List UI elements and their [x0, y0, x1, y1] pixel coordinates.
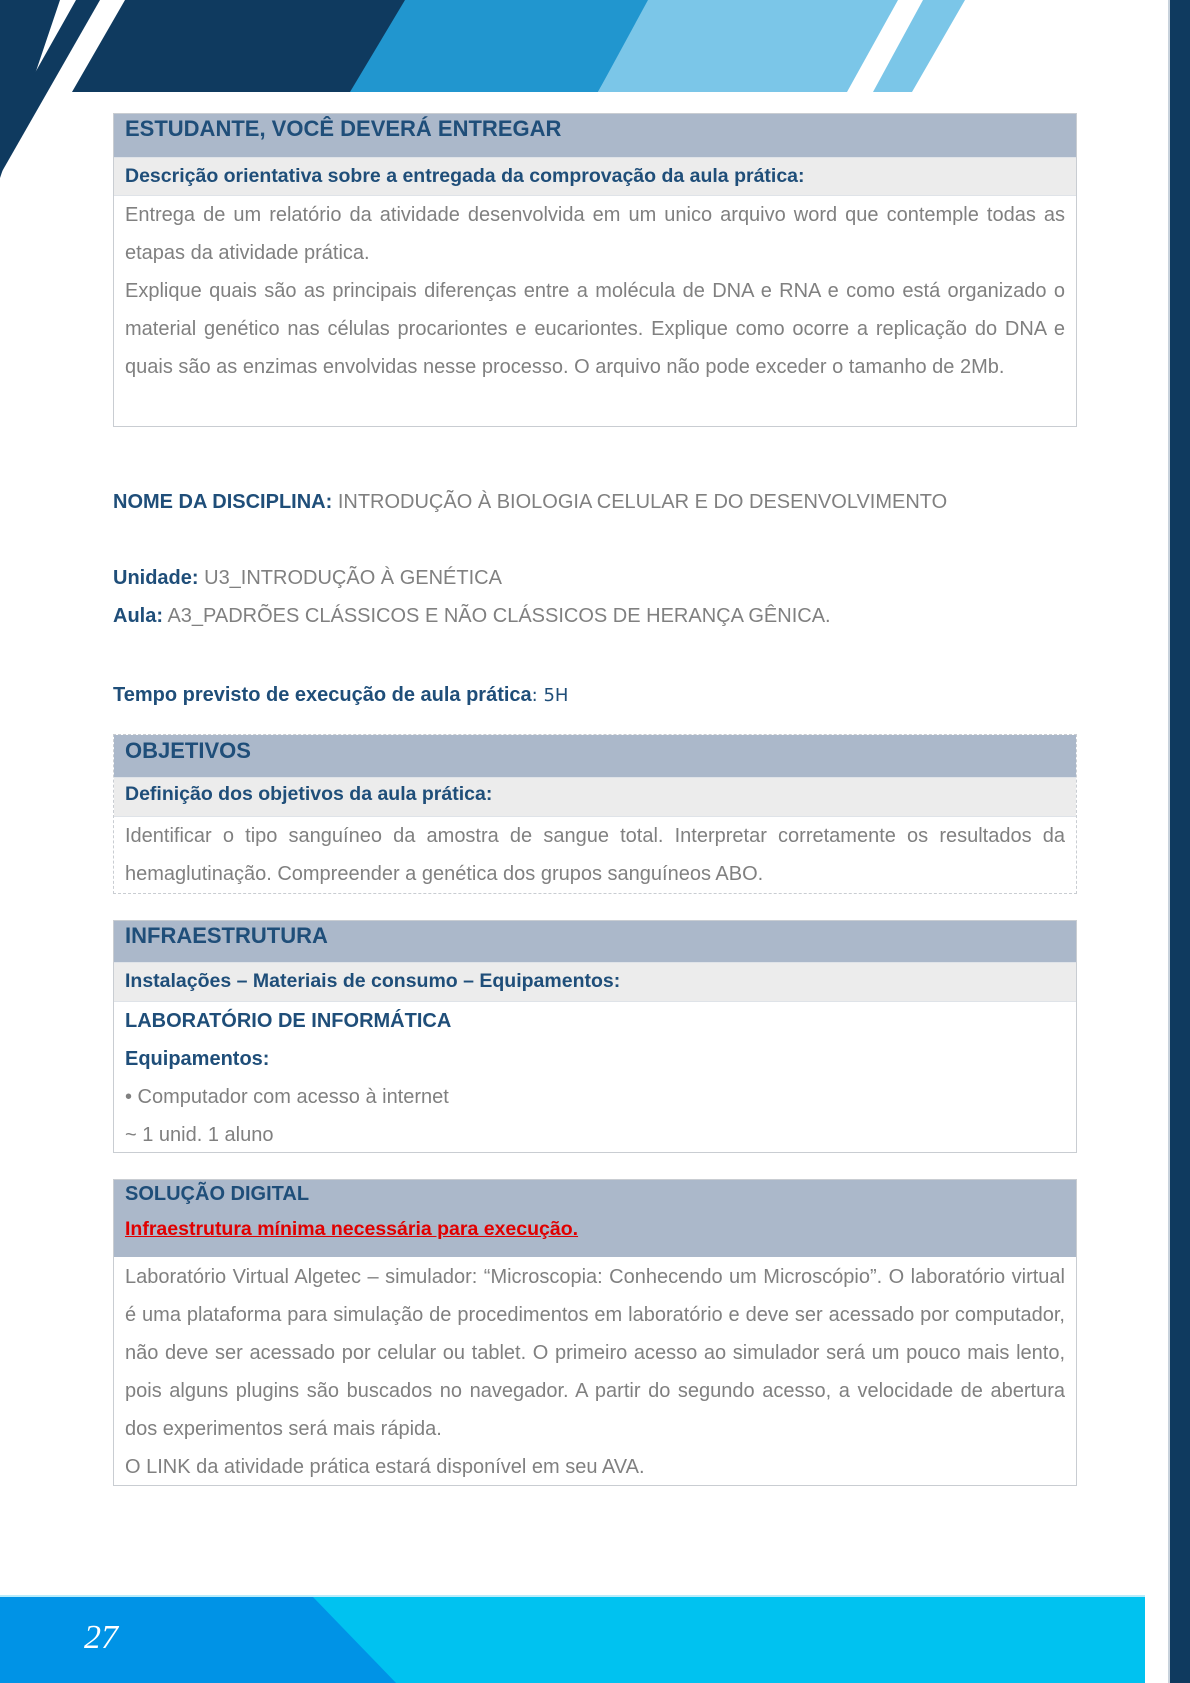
- unidade-value: U3_INTRODUÇÃO À GENÉTICA: [198, 567, 502, 589]
- entrega-paragraph: Explique quais são as principais diferenças entre a molécula de DNA e RNA e como está organizado o material genético nas células procariontes e eucariontes. Explique como ocorre a replicação do DNA e quais são as enzimas envolvidas nesse processo. O arquivo não pode exceder o tamanho de 2Mb.: [125, 280, 1065, 378]
- solucao-body: [114, 1257, 1076, 1486]
- banner-light-blue-block: [598, 0, 898, 92]
- unidade-label: Unidade:: [113, 567, 199, 589]
- entrega-body: [114, 196, 1076, 386]
- equipamento-item: • Computador com acesso à internet: [125, 1086, 449, 1108]
- infraestrutura-subtitle: Instalações – Materiais de consumo – Equipamentos:: [114, 962, 1076, 1002]
- aula-line: [113, 605, 831, 628]
- lab-name: LABORATÓRIO DE INFORMÁTICA: [125, 1010, 452, 1032]
- solucao-alert: Infraestrutura mínima necessária para execução.: [125, 1218, 579, 1240]
- right-edge-bar: [1168, 0, 1190, 1683]
- solucao-paragraph: Laboratório Virtual Algetec – simulador: “Microscopia: Conhecendo um Microscópio”. O laboratório virtual é uma plataforma para simulação de procedimentos em laboratório e deve ser acessado por computador, não deve ser acessado por celular ou tablet. O primeiro acesso ao simulador será um pouco mais lento, pois alguns plugins são buscados no navegador. A partir do segundo acesso, a velocidade de abertura dos experimentos será mais rápida.: [125, 1266, 1065, 1440]
- objetivos-text: Identificar o tipo sanguíneo da amostra de sangue total. Interpretar corretamente os resultados da hemaglutinação. Compreender a genética dos grupos sanguíneos ABO.: [125, 825, 1065, 885]
- page-number: 27: [84, 1619, 118, 1656]
- solucao-header: [114, 1180, 1076, 1257]
- disciplina-label: NOME DA DISCIPLINA:: [113, 491, 333, 513]
- entrega-subtitle: Descrição orientativa sobre a entregada da comprovação da aula prática:: [114, 157, 1076, 196]
- disciplina-value: INTRODUÇÃO À BIOLOGIA CELULAR E DO DESENVOLVIMENTO: [332, 491, 948, 513]
- tempo-label: Tempo previsto de execução de aula prática: [113, 684, 532, 706]
- tempo-line: [113, 684, 568, 707]
- unidade-line: [113, 567, 502, 590]
- objetivos-subtitle: Definição dos objetivos da aula prática:: [114, 777, 1076, 817]
- objetivos-title: OBJETIVOS: [114, 735, 1076, 777]
- equipamento-item: ~ 1 unid. 1 aluno: [125, 1124, 274, 1146]
- footer-shape: [0, 1597, 420, 1683]
- tempo-value: : 5H: [531, 685, 569, 706]
- infraestrutura-title: INFRAESTRUTURA: [114, 921, 1076, 962]
- disciplina-line: [113, 491, 947, 514]
- objetivos-section: [113, 734, 1077, 894]
- footer-band: [0, 1595, 1145, 1683]
- entrega-paragraph: Entrega de um relatório da atividade desenvolvida em um unico arquivo word que contemple todas as etapas da atividade prática.: [125, 204, 1065, 264]
- solucao-title: SOLUÇÃO DIGITAL: [125, 1183, 310, 1205]
- aula-label: Aula:: [113, 605, 163, 627]
- solucao-paragraph: O LINK da atividade prática estará disponível em seu AVA.: [125, 1456, 645, 1478]
- aula-value: A3_PADRÕES CLÁSSICOS E NÃO CLÁSSICOS DE HERANÇA GÊNICA.: [163, 605, 831, 627]
- entrega-section: [113, 113, 1077, 427]
- solucao-section: [113, 1179, 1077, 1486]
- entrega-title: ESTUDANTE, VOCÊ DEVERÁ ENTREGAR: [114, 114, 1076, 157]
- equipamentos-label: Equipamentos:: [125, 1048, 270, 1070]
- infraestrutura-section: [113, 920, 1077, 1153]
- footer-blue-wedge: [0, 1597, 398, 1683]
